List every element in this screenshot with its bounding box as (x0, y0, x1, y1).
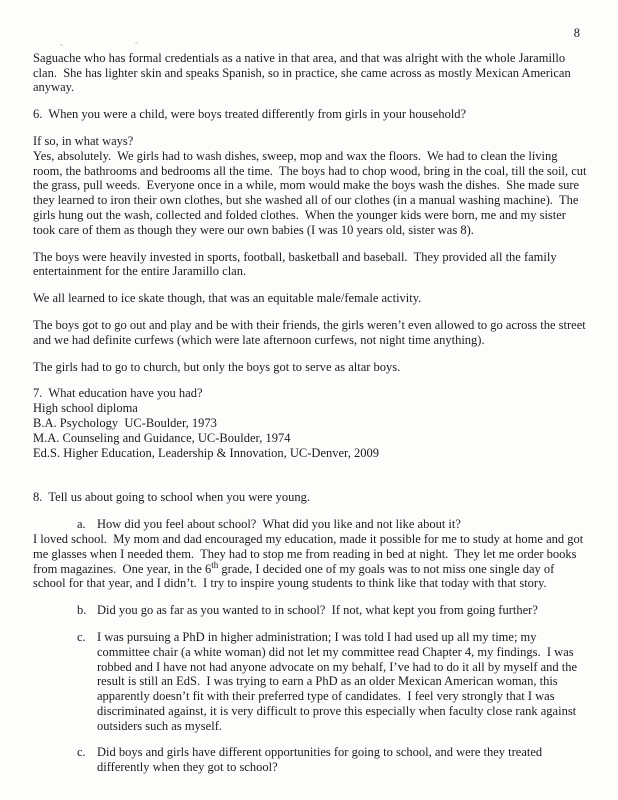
question-8: 8. Tell us about going to school when you were young. (33, 490, 310, 505)
question-6-answer-5: The girls had to go to church, but only the boys got to serve as altar boys. (33, 359, 401, 374)
question-8-item-c2 (77, 745, 588, 775)
question-6-answer-4: The boys got to go out and play and be with their friends, the girls weren’t even allowed to go across the street and we had definite curfews (which were late afternoon curfews, not night time anything). (33, 317, 589, 347)
item-label: c. (77, 629, 86, 644)
intro-paragraph: Saguache who has formal credentials as a native in that area, and that was alright with the whole Jaramillo clan. She has lighter skin and speaks Spanish, so in practice, she came across as mostly Mexican American anyway. (33, 50, 574, 95)
answer-a-superscript: th (211, 559, 219, 570)
question-7: 7. What education have you had? (33, 386, 203, 401)
education-line: Ed.S. Higher Education, Leadership & Innovation, UC-Denver, 2009 (33, 445, 379, 460)
question-6-answer-3: We all learned to ice skate though, that was an equitable male/female activity. (33, 291, 422, 306)
question-6-answer-2: The boys were heavily invested in sports, football, basketball and baseball. They provided all the family entertainment for the entire Jaramillo clan. (33, 249, 560, 279)
question-8-item-a (77, 517, 588, 532)
item-label: a. (77, 517, 86, 532)
item-text: How did you feel about school? What did you like and not like about it? (97, 517, 461, 532)
question-8-answer-a (33, 532, 588, 591)
education-line: M.A. Counseling and Guidance, UC-Boulder, 1974 (33, 430, 291, 445)
question-6-answer-1: Yes, absolutely. We girls had to wash dishes, sweep, mop and wax the floors. We had to clean the living room, the bathrooms and bedrooms all the time. The boys had to chop wood, bring in the coal, till the soil, cut the grass, pull weeds. Everyone once in a while, mom would make the boys wash the dishes. She made sure they learned to iron their own clothes, but she washed all of our clothes (in a manual washing machine). The girls hung out the wash, collected and folded clothes. When the younger kids were born, me and my sister took care of them as though they were our own babies (I was 10 years old, sister was 8). (33, 148, 590, 237)
question-6: 6. When you were a child, were boys treated differently from girls in your household? (33, 107, 467, 122)
education-line: High school diploma (33, 401, 138, 416)
scan-speck (60, 44, 63, 46)
answer-a-text-before: I loved school. My mom and dad encouraged my education, made it possible for me to study at home and got me glasses when I needed them. They had to stop me from reading in bed at night. They let me order books from magazines. One year, in the 6 (33, 531, 587, 576)
page-number: 8 (573, 26, 580, 40)
item-text: Did you go as far as you wanted to in school? If not, what kept you from going further? (97, 603, 538, 618)
item-label: c. (77, 745, 86, 760)
question-6-followup: If so, in what ways? (33, 133, 134, 148)
answer-a-text-after: grade, I decided one of my goals was to not miss one single day of school for that year, and I didn’t. I try to inspire young students to think like that today with that story. (33, 561, 558, 591)
item-label: b. (77, 603, 87, 618)
item-text: Did boys and girls have different opportunities for going to school, and were they treated differently when they got to school? (97, 745, 546, 775)
scan-speck (135, 42, 138, 44)
education-list (33, 401, 588, 460)
education-line: B.A. Psychology UC-Boulder, 1973 (33, 415, 217, 430)
question-8-item-c1 (77, 630, 588, 734)
question-8-item-b (77, 603, 588, 618)
item-text: I was pursuing a PhD in higher administration; I was told I had used up all my time; my committee chair (a white woman) did not let my committee read Chapter 4, my findings. I was robbed and I have not had anyone advocate on my behalf, I’ve had to do it all by myself and the result is still an EdS. I was trying to earn a PhD as an older Mexican American woman, this apparently doesn’t fit with their preferred type of candidates. I feel very strongly that I was discriminated against, it is very difficult to prove this especially when faculty close rank against outsiders such as myself. (97, 629, 581, 733)
